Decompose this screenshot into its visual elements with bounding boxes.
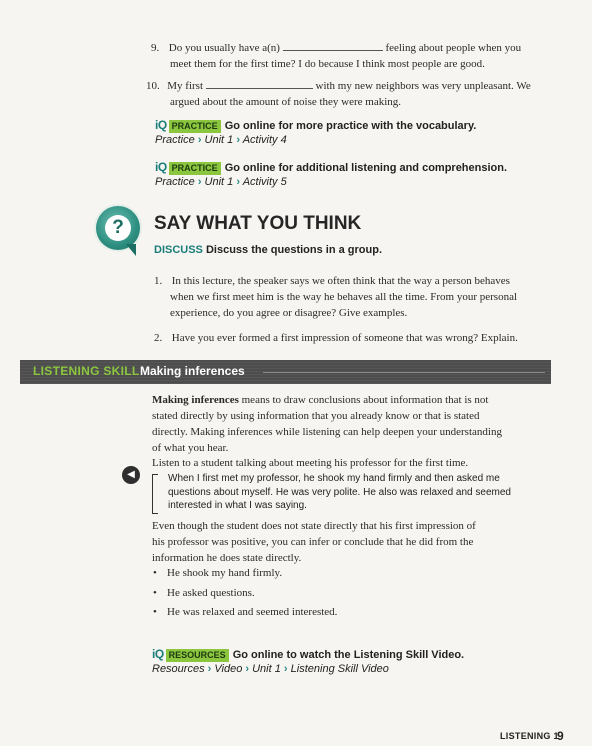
list-item: • He asked questions. bbox=[152, 585, 532, 605]
listen-instruction: Listen to a student talking about meeting his professor for the first time. bbox=[152, 457, 469, 469]
intro-line: stated directly by using information that you already know or that is stated bbox=[152, 410, 480, 422]
path-segment: Unit 1 bbox=[252, 663, 281, 675]
path-segment: Activity 5 bbox=[242, 176, 287, 188]
iq-practice-activity-5[interactable] bbox=[155, 160, 507, 189]
chevron-right-icon: › bbox=[207, 663, 212, 675]
question-line: when we first meet him is the way he behaves all the time. From your personal bbox=[170, 291, 518, 303]
chevron-right-icon: › bbox=[236, 176, 241, 188]
iq-practice-activity-4[interactable] bbox=[155, 118, 476, 147]
intro-text: means to draw conclusions about information that is not bbox=[238, 394, 489, 406]
iq-path[interactable] bbox=[155, 175, 507, 189]
list-item: • He shook my hand firmly. bbox=[152, 565, 532, 585]
item-text-before: My first bbox=[167, 80, 203, 92]
chevron-right-icon: › bbox=[197, 176, 202, 188]
discuss-text: Discuss the questions in a group. bbox=[205, 244, 382, 256]
listening-skill-banner bbox=[20, 360, 551, 384]
banner-rule bbox=[263, 372, 545, 373]
discussion-question-2 bbox=[154, 330, 554, 346]
intro-line: of what you hear. bbox=[152, 442, 229, 454]
question-bubble-icon bbox=[96, 206, 150, 262]
iq-path[interactable] bbox=[152, 662, 464, 676]
list-item: • He was relaxed and seemed interested. bbox=[152, 604, 532, 624]
path-segment: Practice bbox=[155, 176, 195, 188]
chevron-right-icon: › bbox=[283, 663, 288, 675]
path-segment: Video bbox=[214, 663, 243, 675]
iq-practice-text: Go online for additional listening and comprehension. bbox=[224, 162, 508, 174]
question-number: 2. bbox=[154, 332, 163, 344]
quote-bracket bbox=[152, 474, 158, 514]
path-segment: Activity 4 bbox=[242, 134, 287, 146]
section-title: SAY WHAT YOU THINK bbox=[154, 213, 362, 234]
iq-path[interactable] bbox=[155, 133, 476, 147]
iq-logo: iQ bbox=[155, 118, 167, 132]
iq-practice-text: Go online for more practice with the vocabulary. bbox=[224, 120, 477, 132]
question-line: experience, do you agree or disagree? Give examples. bbox=[170, 307, 408, 319]
footer-section-label: LISTENING 1 bbox=[500, 731, 559, 741]
path-segment: Practice bbox=[155, 134, 195, 146]
skill-intro bbox=[152, 392, 547, 456]
practice-tag: PRACTICE bbox=[169, 120, 221, 133]
banner-title: Making inferences bbox=[140, 364, 245, 378]
iq-resources-text: Go online to watch the Listening Skill Video. bbox=[232, 649, 465, 661]
vocab-item-9 bbox=[151, 39, 551, 72]
transcript-line: interested in what I was saying. bbox=[168, 500, 307, 511]
skill-explanation bbox=[152, 518, 547, 566]
path-segment: Listening Skill Video bbox=[290, 663, 389, 675]
path-segment: Unit 1 bbox=[204, 176, 234, 188]
path-segment: Unit 1 bbox=[204, 134, 234, 146]
page-number: 9 bbox=[557, 729, 564, 743]
transcript-line: When I first met my professor, he shook my hand firmly and then asked me bbox=[168, 473, 500, 484]
chevron-right-icon: › bbox=[236, 134, 241, 146]
audio-speaker-icon[interactable]: ◀ bbox=[122, 466, 140, 484]
discuss-label: DISCUSS bbox=[154, 244, 203, 256]
fill-in-blank[interactable] bbox=[206, 77, 313, 89]
chevron-right-icon: › bbox=[197, 134, 202, 146]
explanation-line: Even though the student does not state directly that his first impression of bbox=[152, 520, 476, 532]
explanation-line: his professor was positive, you can infer or conclude that he did from the bbox=[152, 536, 474, 548]
item-number: 9. bbox=[151, 42, 160, 54]
item-text-line2: meet them for the first time? I do because I think most people are good. bbox=[170, 58, 485, 70]
item-text-before: Do you usually have a(n) bbox=[168, 42, 280, 54]
discuss-instruction bbox=[154, 244, 382, 256]
term-bold: Making inferences bbox=[152, 394, 239, 406]
item-text-after: with my new neighbors was very unpleasant. We bbox=[315, 80, 531, 92]
item-number: 10. bbox=[146, 80, 160, 92]
chevron-right-icon: › bbox=[245, 663, 250, 675]
item-text-line2: argued about the amount of noise they were making. bbox=[170, 96, 402, 108]
practice-tag: PRACTICE bbox=[169, 162, 221, 175]
resources-tag: RESOURCES bbox=[166, 649, 229, 662]
fill-in-blank[interactable] bbox=[283, 39, 383, 51]
path-segment: Resources bbox=[152, 663, 205, 675]
discussion-question-1 bbox=[154, 273, 554, 321]
question-number: 1. bbox=[154, 275, 163, 287]
question-line: In this lecture, the speaker says we often think that the way a person behaves bbox=[171, 275, 510, 287]
item-text-after: feeling about people when you bbox=[385, 42, 522, 54]
evidence-bullets bbox=[152, 565, 532, 624]
iq-logo: iQ bbox=[152, 647, 164, 661]
explanation-line: information he does state directly. bbox=[152, 552, 302, 564]
question-line: Have you ever formed a first impression of someone that was wrong? Explain. bbox=[171, 332, 518, 344]
audio-transcript bbox=[168, 472, 553, 513]
intro-line: directly. Making inferences while listening can help deepen your understanding bbox=[152, 426, 502, 438]
iq-resources-video[interactable] bbox=[152, 647, 464, 676]
banner-kicker: LISTENING SKILL bbox=[33, 364, 140, 378]
vocab-item-10 bbox=[146, 77, 556, 110]
transcript-line: questions about myself. He was very polite. He also was relaxed and seemed bbox=[168, 486, 511, 498]
iq-logo: iQ bbox=[155, 160, 167, 174]
question-mark-icon: ? bbox=[105, 215, 131, 241]
